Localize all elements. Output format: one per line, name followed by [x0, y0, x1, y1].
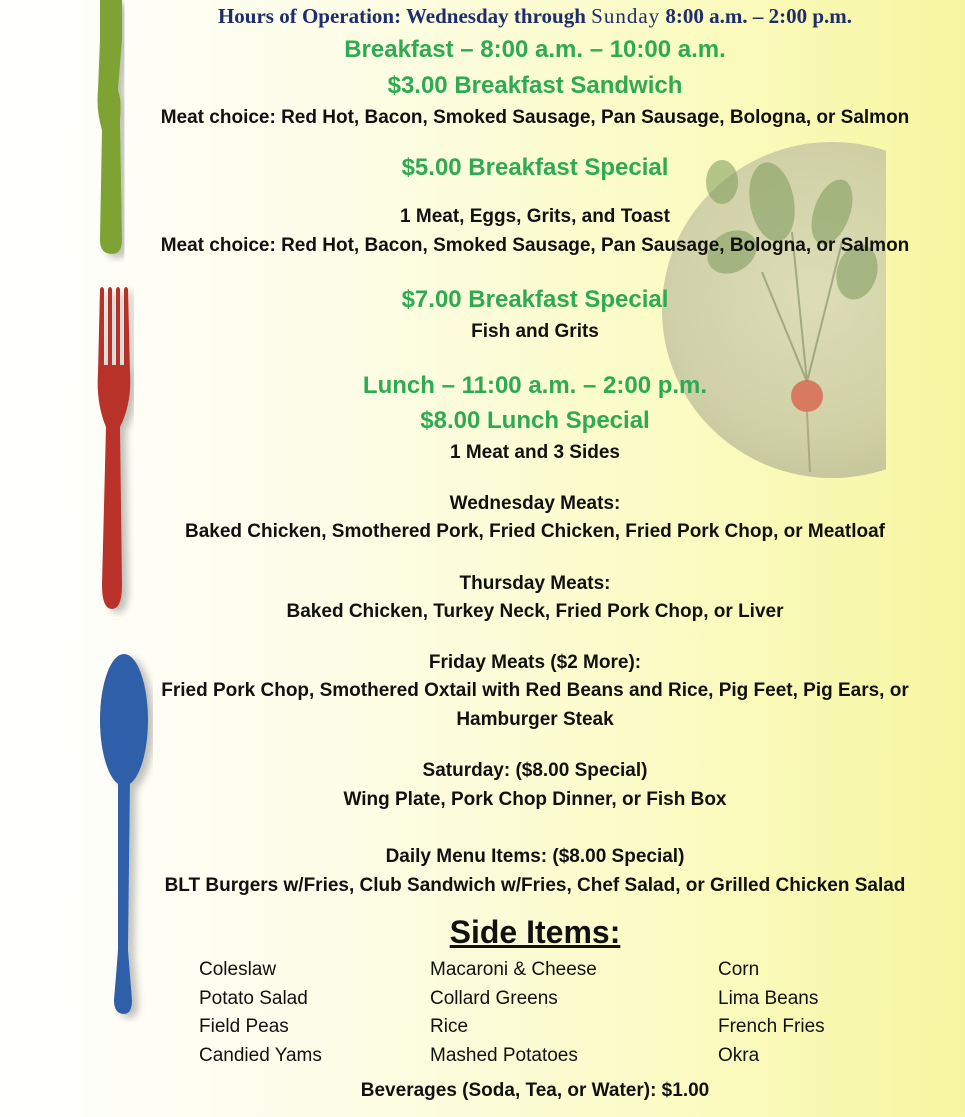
side-item: Mashed Potatoes: [430, 1045, 578, 1066]
side-items-title: Side Items:: [449, 914, 621, 950]
wednesday-meats-label: Wednesday Meats:: [449, 493, 621, 514]
daily-menu-label: Daily Menu Items: ($8.00 Special): [385, 846, 685, 867]
friday-meats-items-line1: Fried Pork Chop, Smothered Oxtail with Red Beans and Rice, Pig Feet, Pig Ears, or: [161, 680, 909, 701]
breakfast-special7-title: $7.00 Breakfast Special: [401, 286, 669, 313]
hours-of-operation: [140, 4, 930, 29]
breakfast-heading: Breakfast – 8:00 a.m. – 10:00 a.m.: [344, 36, 726, 63]
friday-meats-label: Friday Meats ($2 More):: [428, 652, 642, 673]
lunch-heading: Lunch – 11:00 a.m. – 2:00 p.m.: [362, 372, 708, 399]
side-item: French Fries: [718, 1016, 825, 1037]
side-item: Field Peas: [199, 1016, 289, 1037]
side-item: Rice: [430, 1016, 469, 1037]
breakfast-special5-title: $5.00 Breakfast Special: [401, 154, 669, 181]
lunch-special-title: $8.00 Lunch Special: [420, 407, 650, 434]
side-item: Collard Greens: [430, 988, 558, 1009]
side-item: Lima Beans: [718, 988, 819, 1009]
side-item: Okra: [718, 1045, 760, 1066]
side-item: Potato Salad: [199, 988, 308, 1009]
wednesday-meats-items: Baked Chicken, Smothered Pork, Fried Chicken, Fried Pork Chop, or Meatloaf: [185, 521, 885, 542]
daily-menu-items: BLT Burgers w/Fries, Club Sandwich w/Fries, Chef Salad, or Grilled Chicken Salad: [164, 875, 906, 896]
side-item: Candied Yams: [199, 1045, 322, 1066]
thursday-meats-items: Baked Chicken, Turkey Neck, Fried Pork Chop, or Liver: [286, 601, 784, 622]
breakfast-sandwich-title: $3.00 Breakfast Sandwich: [387, 72, 683, 99]
friday-meats-items-line2: Hamburger Steak: [456, 709, 614, 730]
breakfast-special5-meat: Meat choice: Red Hot, Bacon, Smoked Sausage, Pan Sausage, Bologna, or Salmon: [160, 235, 910, 256]
side-item: Macaroni & Cheese: [430, 959, 597, 980]
thursday-meats-label: Thursday Meats:: [459, 573, 611, 594]
side-item: Corn: [718, 959, 760, 980]
lunch-special-desc: 1 Meat and 3 Sides: [449, 442, 620, 463]
knife-icon: [92, 0, 142, 262]
hours-prefix: Hours of Operation: Wednesday through: [217, 4, 586, 28]
hours-day: Sunday: [591, 4, 661, 28]
side-item: Coleslaw: [199, 959, 277, 980]
breakfast-special5-desc: 1 Meat, Eggs, Grits, and Toast: [400, 206, 670, 227]
hours-suffix: 8:00 a.m. – 2:00 p.m.: [665, 4, 853, 28]
beverages: Beverages (Soda, Tea, or Water): $1.00: [360, 1080, 710, 1101]
spoon-icon: [96, 650, 164, 1022]
breakfast-sandwich-meat: Meat choice: Red Hot, Bacon, Smoked Sausage, Pan Sausage, Bologna, or Salmon: [160, 107, 910, 128]
breakfast-special7-desc: Fish and Grits: [471, 321, 599, 342]
saturday-items: Wing Plate, Pork Chop Dinner, or Fish Box: [343, 789, 727, 810]
saturday-label: Saturday: ($8.00 Special): [422, 760, 648, 781]
